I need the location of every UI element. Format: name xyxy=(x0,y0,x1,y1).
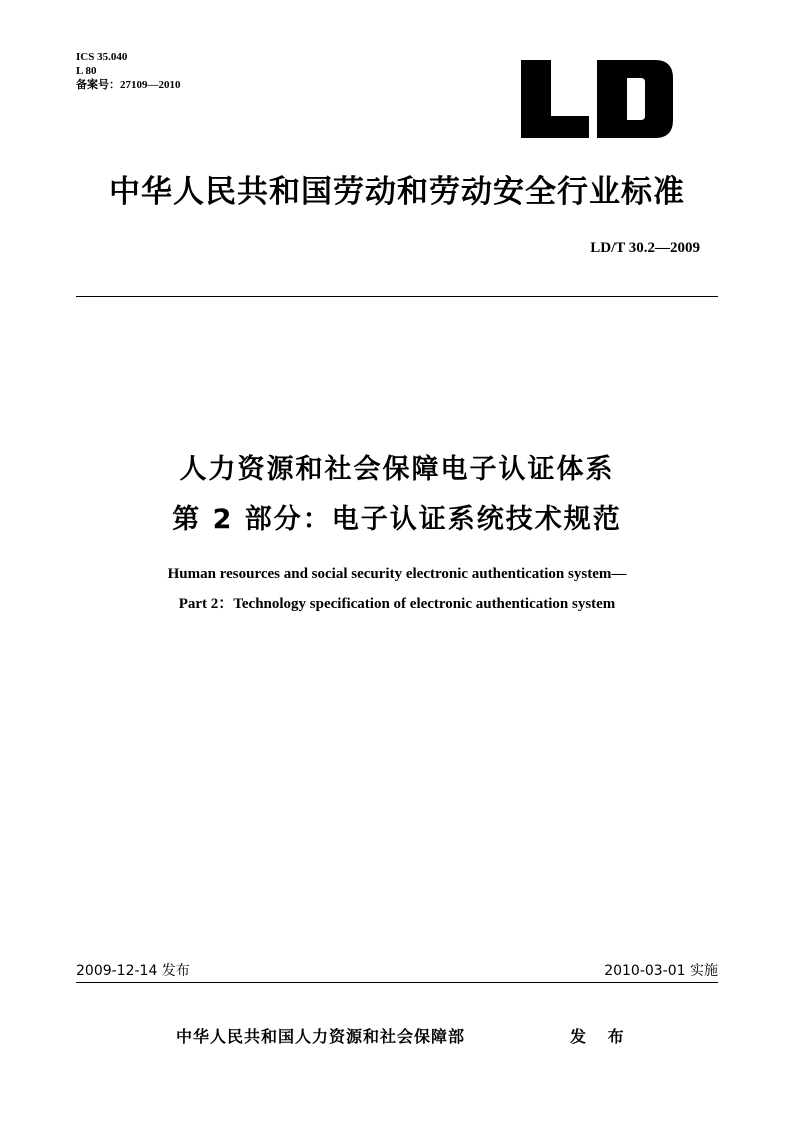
chinese-title-line-2: 第 2 部分：电子认证系统技术规范 xyxy=(172,504,622,535)
record-number: 备案号：27109—2010 xyxy=(76,79,181,91)
english-title-line-1: Human resources and social security electronic authentication system— xyxy=(167,566,627,582)
ld-logo xyxy=(521,60,673,138)
classification-code: L 80 xyxy=(76,65,97,77)
implementation-date: 2010-03-01 实施 xyxy=(604,963,718,979)
release-date: 2009-12-14 发布 xyxy=(76,963,190,979)
bottom-divider xyxy=(76,982,718,983)
organization-standard-title: 中华人民共和国劳动和劳动安全行业标准 xyxy=(109,174,685,210)
chinese-title-line-1: 人力资源和社会保障电子认证体系 xyxy=(179,454,615,485)
logo-letter-d xyxy=(597,60,673,138)
issue-label: 发 布 xyxy=(570,1027,632,1046)
logo-letter-l xyxy=(521,60,589,138)
top-divider xyxy=(76,296,718,297)
ics-code: ICS 35.040 xyxy=(76,51,128,63)
header-meta xyxy=(76,50,181,92)
issuing-authority: 中华人民共和国人力资源和社会保障部 xyxy=(176,1027,466,1046)
standard-number: LD/T 30.2—2009 xyxy=(590,240,700,256)
english-title-line-2: Part 2：Technology specification of electronic authentication system xyxy=(178,596,616,612)
